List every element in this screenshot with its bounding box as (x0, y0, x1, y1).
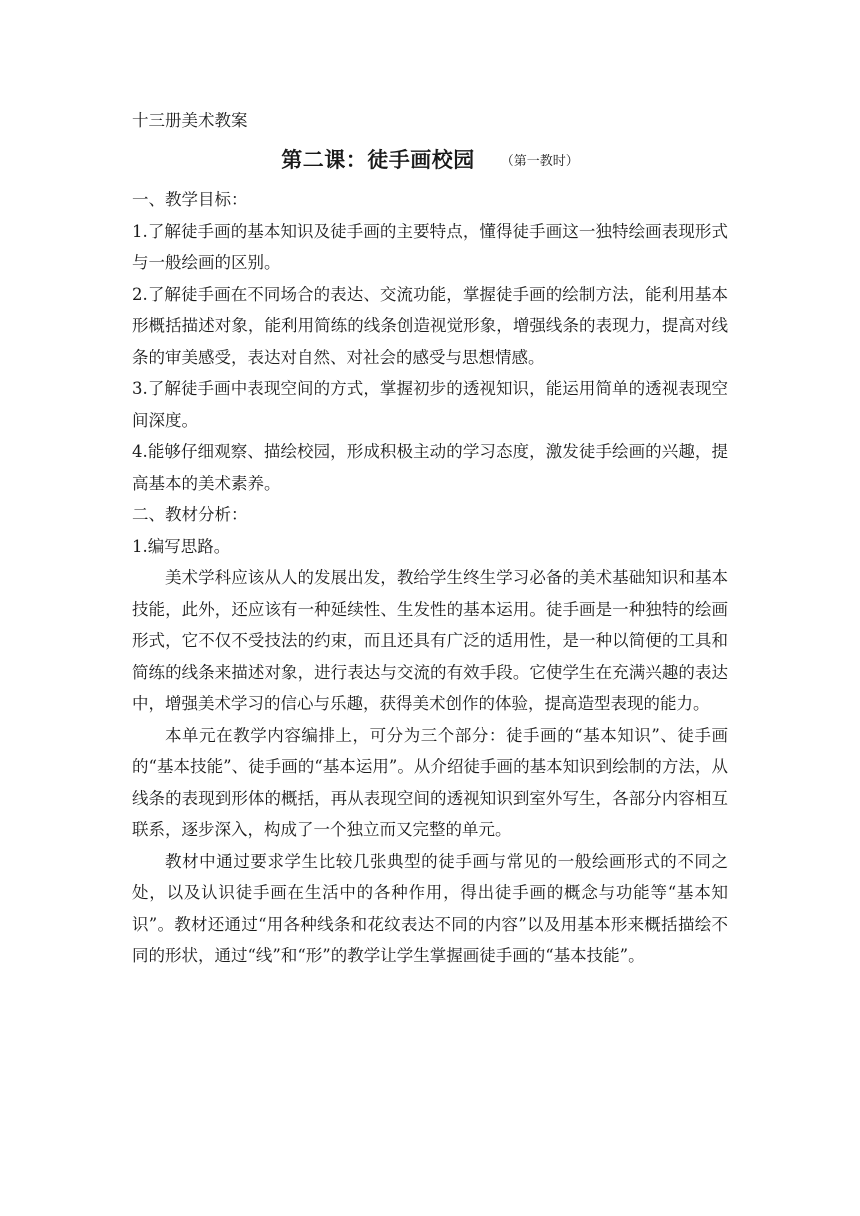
body-paragraph: 教材中通过要求学生比较几张典型的徒手画与常见的一般绘画形式的不同之处，以及认识徒手画在生活中的各种作用，得出徒手画的概念与功能等“基本知识”。教材还通过“用各种线条和花纹表达不同的内容”以及用基本形来概括描绘不同的形状，通过“线”和“形”的教学让学生掌握画徒手画的“基本技能”。 (132, 851, 728, 965)
body-paragraph: 本单元在教学内容编排上，可分为三个部分：徒手画的“基本知识”、徒手画的“基本技能”、徒手画的“基本运用”。从介绍徒手画的基本知识到绘制的方法，从线条的表现到形体的概括，再从表现空间的透视知识到室外写生，各部分内容相互联系，逐步深入，构成了一个独立而又完整的单元。 (132, 725, 728, 839)
objective-item: 2.了解徒手画在不同场合的表达、交流功能，掌握徒手画的绘制方法，能利用基本形概括描述对象，能利用简练的线条创造视觉形象，增强线条的表现力，提高对线条的审美感受，表达对自然、对社会的感受与思想情感。 (132, 284, 728, 367)
lesson-title-note: （第一教时） (500, 154, 579, 169)
subheading-writing-approach: 1.编写思路。 (132, 536, 231, 556)
objective-item: 4.能够仔细观察、描绘校园，形成积极主动的学习态度，激发徒手绘画的兴趣，提高基本的美术素养。 (132, 442, 728, 493)
header-label: 十三册美术教案 (132, 111, 248, 130)
objective-item: 1.了解徒手画的基本知识及徒手画的主要特点，懂得徒手画这一独特绘画表现形式与一般绘画的区别。 (132, 221, 728, 272)
lesson-title: 第二课：徒手画校园 (281, 148, 475, 172)
document-body (132, 105, 728, 972)
section-heading-objectives: 一、教学目标： (132, 190, 248, 209)
title-row (132, 140, 728, 180)
objective-item: 3.了解徒手画中表现空间的方式，掌握初步的透视知识，能运用简单的透视表现空间深度。 (132, 379, 728, 430)
body-paragraph: 美术学科应该从人的发展出发，教给学生终生学习必备的美术基础知识和基本技能，此外，还应该有一种延续性、生发性的基本运用。徒手画是一种独特的绘画形式，它不仅不受技法的约束，而且还具有广泛的适用性，是一种以简便的工具和简练的线条来描述对象，进行表达与交流的有效手段。它使学生在充满兴趣的表达中，增强美术学习的信心与乐趣，获得美术创作的体验，提高造型表现的能力。 (132, 568, 728, 713)
section-heading-analysis: 二、教材分析： (132, 505, 248, 524)
